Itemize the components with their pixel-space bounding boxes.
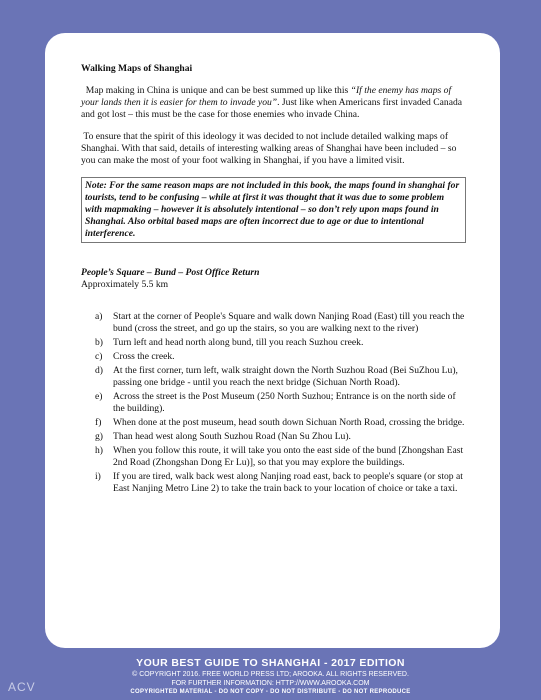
route-steps-list <box>81 311 466 495</box>
footer-info-link: FOR FURTHER INFORMATION: HTTP://WWW.AROOKA.COM <box>171 680 370 687</box>
step-text: Cross the creek. <box>113 351 175 362</box>
ideology-text: To ensure that the spirit of this ideology it was decided to not include detailed walking maps of Shanghai. With that said, details of interesting walking areas of Shanghai have been included – so you can make the most of your foot walking in Shanghai, if you have a limited visit. <box>81 131 457 166</box>
route-step <box>81 431 466 443</box>
note-box: Note: For the same reason maps are not included in this book, the maps found in shanghai for tourists, tend to be confusing – while at first it was thought that it was due to some problem with mapmaking – however it is absolutely intentional – so don’t rely upon maps found in Shanghai. Also orbital based maps are often incorrect due to age or due to intentional interference. <box>81 177 466 243</box>
step-text: At the first corner, turn left, walk straight down the North Suzhou Road (Bei SuZhou Lu), passing one bridge - until you reach the next bridge (Sichuan North Road). <box>113 365 458 388</box>
watermark-text: ACV <box>8 680 36 694</box>
route-step <box>81 337 466 349</box>
route-step <box>81 351 466 363</box>
step-text: Start at the corner of People's Square and walk down Nanjing Road (East) till you reach the bund (cross the street, and go up the stairs, so you are walking next to the river) <box>113 311 465 334</box>
step-text: Than head west along South Suzhou Road (Nan Su Zhou Lu). <box>113 431 351 442</box>
intro-paragraph <box>81 85 466 121</box>
ideology-paragraph <box>81 131 466 167</box>
route-step <box>81 417 466 429</box>
step-text: If you are tired, walk back west along Nanjing road east, back to people's square (or stop at East Nanjing Metro Line 2) to take the train back to your location of choice or take a taxi. <box>113 471 463 494</box>
step-letter: g) <box>95 431 103 442</box>
intro-quote: “If the enemy has maps of your lands then it is easier for them to invade you” <box>81 85 452 108</box>
step-text: Across the street is the Post Museum (250 North Suzhou; Entrance is on the north side of the building). <box>113 391 456 414</box>
step-letter: d) <box>95 365 103 376</box>
step-letter: b) <box>95 337 103 348</box>
step-letter: h) <box>95 445 103 456</box>
footer-copyright: © COPYRIGHT 2016. FREE WORLD PRESS LTD; AROOKA. ALL RIGHTS RESERVED. <box>132 671 409 678</box>
section-title: Walking Maps of Shanghai <box>81 63 193 74</box>
footer-notice: COPYRIGHTED MATERIAL - DO NOT COPY - DO NOT DISTRIBUTE - DO NOT REPRODUCE <box>130 689 411 695</box>
route-title: People’s Square – Bund – Post Office Return <box>81 267 260 278</box>
step-text: When you follow this route, it will take you onto the east side of the bund [Zhongshan East 2nd Road (Zhongshan Dong Er Lu)], so that you may explore the buildings. <box>113 445 464 468</box>
step-text: Turn left and head north along bund, till you reach Suzhou creek. <box>113 337 364 348</box>
route-distance: Approximately 5.5 km <box>81 279 169 290</box>
route-step <box>81 365 466 389</box>
route-step <box>81 445 466 469</box>
step-text: When done at the post museum, head south down Sichuan North Road, crossing the bridge. <box>113 417 465 428</box>
intro-text-b: . Just like when Americans first invaded Canada and got lost – this must be the case for those enemies who invade China. <box>81 97 463 120</box>
step-letter: e) <box>95 391 103 402</box>
intro-text-a: Map making in China is unique and can be best summed up like this <box>85 85 351 96</box>
page-content <box>81 63 466 497</box>
route-step <box>81 391 466 415</box>
route-step <box>81 471 466 495</box>
route-step <box>81 311 466 335</box>
step-letter: f) <box>95 417 102 428</box>
footer-guide-title: YOUR BEST GUIDE TO SHANGHAI - 2017 EDITION <box>136 657 405 669</box>
page-footer <box>0 657 541 696</box>
page-sheet <box>45 33 500 648</box>
step-letter: a) <box>95 311 103 322</box>
step-letter: i) <box>95 471 101 482</box>
step-letter: c) <box>95 351 103 362</box>
